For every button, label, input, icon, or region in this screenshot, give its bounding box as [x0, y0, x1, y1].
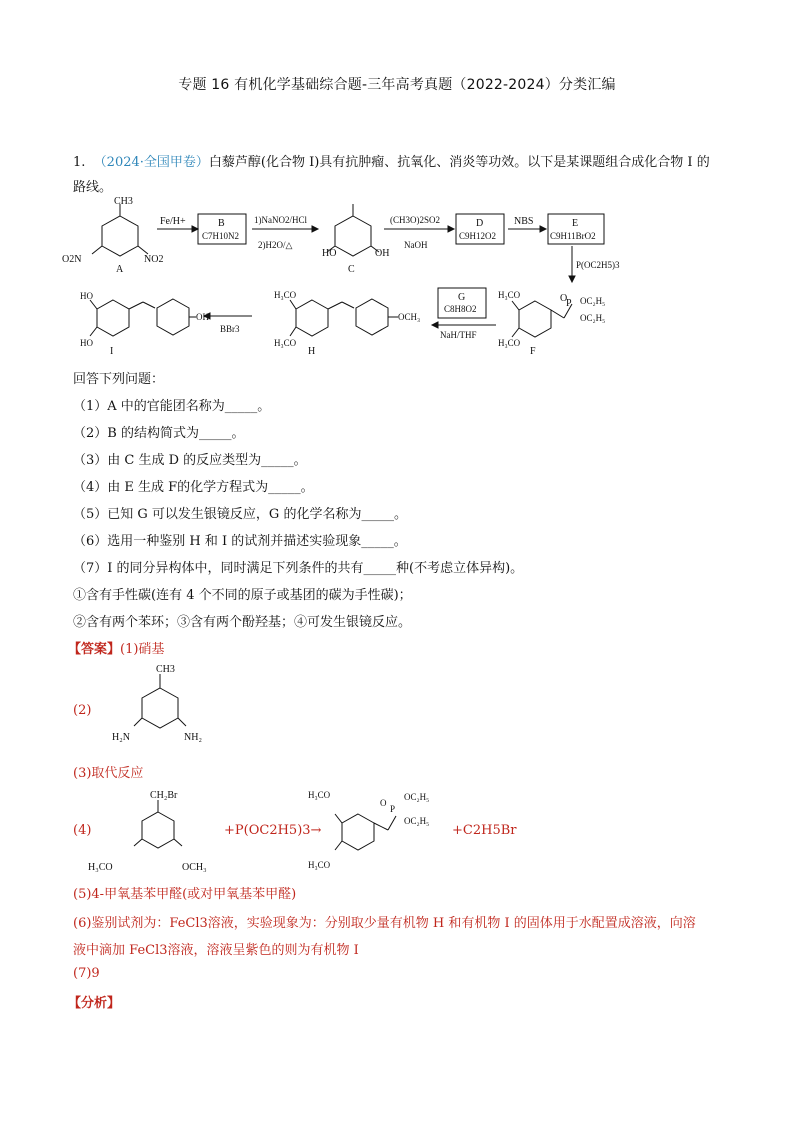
svg-text:C9H11BrO2: C9H11BrO2: [550, 231, 596, 241]
answer-prompt: 回答下列问题：: [73, 372, 165, 387]
question-intro: [73, 150, 733, 200]
analysis-tag: 【分析】: [68, 996, 121, 1011]
svg-text:H₃CO: H₃CO: [308, 790, 331, 800]
svg-text:H₃CO: H₃CO: [498, 338, 521, 348]
svg-text:H₃CO: H₃CO: [498, 290, 521, 300]
svg-text:Fe/H+: Fe/H+: [160, 216, 186, 227]
part-7: （7）I 的同分异构体中，同时满足下列条件的共有_____种(不考虑立体异构)。: [73, 561, 524, 576]
svg-text:D: D: [476, 218, 484, 229]
part-1: （1）A 中的官能团名称为_____。: [73, 399, 271, 414]
svg-text:CH3: CH3: [156, 664, 175, 675]
synthesis-scheme: [60, 196, 740, 368]
svg-text:C: C: [348, 264, 355, 275]
svg-text:O: O: [560, 293, 568, 304]
svg-text:BBr3: BBr3: [220, 324, 240, 334]
svg-text:P: P: [390, 804, 396, 814]
answer-4-reagent: +P(OC2H5)3→: [224, 823, 322, 838]
svg-text:A: A: [116, 264, 124, 275]
svg-text:HO: HO: [322, 248, 337, 259]
svg-text:NaH/THF: NaH/THF: [440, 330, 477, 340]
answer-6-line-1: (6)鉴别试剂为：FeCl3溶液，实验现象为：分别取少量有机物 H 和有机物 I 的固体用于水配置成溶液，向溶: [73, 916, 696, 931]
answer-7: (7)9: [73, 966, 100, 981]
svg-text:B: B: [218, 218, 225, 229]
question-source-link[interactable]: （2024·全国甲卷）: [93, 155, 209, 170]
answer-3: (3)取代反应: [73, 766, 144, 781]
svg-text:E: E: [572, 218, 579, 229]
svg-text:OCH₃: OCH₃: [398, 312, 421, 322]
answer-5: (5)4-甲氧基苯甲醛(或对甲氧基苯甲醛): [73, 887, 297, 902]
svg-text:OCH₃: OCH₃: [182, 862, 207, 873]
question-intro-text-2: 路线。: [73, 180, 113, 195]
compound-h-ring-1: [296, 300, 328, 336]
svg-text:OC₂H₅: OC₂H₅: [404, 792, 430, 802]
svg-text:2)H2O/△: 2)H2O/△: [258, 240, 293, 250]
svg-text:CH3: CH3: [114, 196, 133, 207]
compound-i-ring-2: [157, 299, 189, 335]
answer-2-label: (2): [73, 703, 92, 718]
svg-text:OH: OH: [196, 312, 209, 322]
svg-text:NaOH: NaOH: [404, 240, 428, 250]
part-5: （5）已知 G 可以发生银镜反应，G 的化学名称为_____。: [73, 507, 407, 522]
svg-text:H: H: [308, 346, 316, 357]
svg-text:G: G: [458, 292, 466, 303]
svg-text:NO2: NO2: [144, 254, 164, 265]
svg-text:O: O: [380, 798, 387, 808]
answer-4-reactant-structure: [88, 786, 223, 876]
svg-text:NH₂: NH₂: [184, 732, 202, 743]
svg-text:OC₂H₅: OC₂H₅: [580, 296, 606, 306]
svg-text:H₃CO: H₃CO: [308, 860, 331, 870]
svg-text:CH₂Br: CH₂Br: [150, 790, 178, 801]
svg-text:P(OC2H5)3: P(OC2H5)3: [576, 260, 620, 270]
part-2: （2）B 的结构简式为_____。: [73, 426, 245, 441]
svg-text:O2N: O2N: [62, 254, 82, 265]
condition-line-2: ②含有两个苯环；③含有两个酚羟基；④可发生银镜反应。: [73, 615, 412, 630]
answer-tag: 【答案】: [68, 642, 121, 657]
part-6: （6）选用一种鉴别 H 和 I 的试剂并描述实验现象_____。: [73, 534, 407, 549]
svg-text:1)NaNO2/HCl: 1)NaNO2/HCl: [254, 215, 307, 225]
svg-text:HO: HO: [80, 291, 93, 301]
svg-text:OC₂H₅: OC₂H₅: [404, 816, 430, 826]
part-4: （4）由 E 生成 F的化学方程式为_____。: [73, 480, 314, 495]
part-3: （3）由 C 生成 D 的反应类型为_____。: [73, 453, 307, 468]
svg-text:NBS: NBS: [514, 216, 534, 227]
page-title: 专题 16 有机化学基础综合题-三年高考真题（2022-2024）分类汇编: [178, 77, 616, 93]
compound-i-ring-1: [97, 300, 129, 336]
compound-a-ring: [102, 216, 138, 256]
compound-f-ring: [519, 301, 551, 337]
question-intro-text: 白藜芦醇(化合物 I)具有抗肿瘤、抗氧化、消炎等功效。以下是某课题组合成化合物 I 的: [208, 155, 710, 170]
svg-text:H₃CO: H₃CO: [274, 338, 297, 348]
svg-text:P: P: [566, 298, 572, 309]
svg-text:HO: HO: [80, 338, 93, 348]
answer-2-structure: [112, 662, 222, 754]
answer-4-byproduct: +C2H5Br: [452, 823, 517, 838]
svg-text:C8H8O2: C8H8O2: [444, 304, 477, 314]
compound-h-ring-2: [356, 299, 388, 335]
svg-text:(CH3O)2SO2: (CH3O)2SO2: [390, 215, 441, 225]
svg-text:I: I: [110, 346, 114, 357]
answer-4-product-structure: [308, 786, 456, 876]
answer-6-line-2: 液中滴加 FeCl3溶液，溶液呈紫色的则为有机物 I: [73, 943, 359, 958]
svg-text:C7H10N2: C7H10N2: [202, 231, 240, 241]
svg-text:OC₂H₅: OC₂H₅: [580, 313, 606, 323]
svg-text:OH: OH: [375, 248, 390, 259]
condition-line-1: ①含有手性碳(连有 4 个不同的原子或基团的碳为手性碳)；: [73, 588, 412, 603]
svg-text:H₃CO: H₃CO: [274, 290, 297, 300]
compound-c-ring: [335, 216, 371, 256]
question-number: 1.: [73, 155, 86, 170]
svg-text:F: F: [530, 346, 536, 357]
svg-text:C9H12O2: C9H12O2: [459, 231, 497, 241]
answer-line-1: [68, 638, 164, 657]
answer-1: (1)硝基: [120, 642, 165, 657]
answer-4-label: (4): [73, 823, 92, 838]
svg-text:H₂N: H₂N: [112, 732, 130, 743]
svg-text:H₃CO: H₃CO: [88, 862, 113, 873]
